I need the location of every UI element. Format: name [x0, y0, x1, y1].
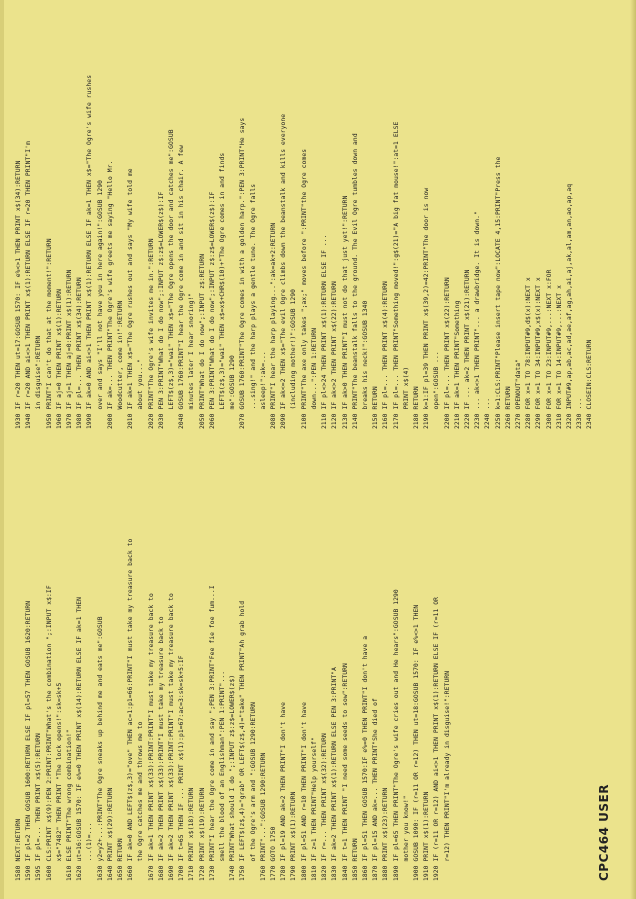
listing-line: 2000 IF ak=... THEN PRINT"The Ogre's wife greets me saying "Hello Mr.: [106, 160, 114, 429]
magazine-title: CPC464 USER: [597, 784, 611, 881]
listing-line: 1960 IF aj=0 THEN PRINT x$(1):RETURN: [55, 288, 63, 429]
listing-line: 2220 IF ... ak=2 THEN PRINT x$(21):RETURN: [463, 269, 471, 429]
listing-line: 2100 PRINT"The axe only takes ";ax;" moves before ":PRINT"the Ogre comes: [300, 148, 308, 429]
listing-line: 2290 FOR x=1 TO 34:INPUT#9,x$(x):NEXT x: [535, 277, 543, 429]
listing-line: 1980 IF pl=... THEN PRINT x$(34):RETURN: [76, 277, 84, 429]
listing-line: 1790 PRINT x$(1):RETURN: [290, 791, 298, 881]
listing-line: 2200 IF pl=... THEN PRINT x$(22):RETURN: [443, 277, 451, 429]
listing-line: 1990 IF ak=0 AND ai<>1 THEN PRINT x$(1):RETURN ELSE IF ak=1 THEN x$="The Ogre's wife rushes: [86, 74, 94, 429]
listing-line: 2070 GOSUB 1760:PRINT"The Ogre comes in with a golden harp.":PEN 3:PRINT"He says: [239, 117, 247, 429]
listing-line: open":GOSUB ...: [433, 351, 441, 429]
listing-line: minutes later I hear snoring!": [188, 292, 196, 429]
listing-line: 1820 IF r=... THEN PRINT x$(32):RETURN: [321, 733, 329, 881]
listing-line: 2110 IF pl<>24 THEN PRINT x$(1):RETURN ELSE IF ...: [321, 234, 329, 429]
listing-line: 1660 IF ak=0 AND LEFT$(z$,3)="ove" THEN ac=1:p1=66:PRINT"I must take my treasure back to: [127, 538, 135, 881]
listing-line: 1630 y2=y2+...:PRINT"The Ogre sneaks up behind me and eats me":GOSUB: [96, 616, 104, 881]
listing-line: 2280 FOR x=1 TO 78:INPUT#9,d$(x):NEXT x: [525, 277, 533, 429]
listing-line: breaks his neck!":GOSUB 1340: [361, 300, 369, 429]
listing-line: 1780 IF pl=19 AND ak=2 THEN PRINT"I don't have: [280, 702, 288, 881]
listing-line: 1750 IF LEFT$(z$,4)="grab" OR LEFT$(z$,4)="take" THEN PRINT"Ah grab hold: [239, 600, 247, 881]
listing-line: 1710 PRINT x$(18):RETURN: [188, 787, 196, 881]
listing-line: 1890 IF pl=65 THEN PRINT"The Ogre's wife cries out and He hears":GOSUB 1290: [392, 589, 400, 881]
listing-line: r=12) THEN PRINT"I'm already in disguise!":RETURN: [443, 670, 451, 881]
listing-line: 1860 IF pl=51 THEN GOSUB 1570:IF e%=0 THEN PRINT"I don't have a: [361, 635, 369, 881]
listing-line: 2320 INPUT#9,ap,ab,ac,ad,ae,af,ag,ah,ai,aj,ak,al,am,an,ao,ap,aq: [565, 183, 573, 429]
listing-line: 2210 IF ak=1 THEN PRINT"Something: [453, 300, 461, 429]
listing-line: (including mother!)":GOSUB 1290: [290, 288, 298, 429]
listing-line: smell the blood of an Englishman":PEN 1:PRINT"...: [219, 670, 227, 881]
listing-line: 1950 PRINT"I can't do that at the moment!":RETURN: [45, 238, 53, 429]
listing-line: 1740 PRINT"What should I do ";:INPUT z$:z$=LOWER$(z$): [229, 674, 237, 881]
listing-line: x$="7482" THEN PRINT "The lock opens!":sk=sk+5: [55, 682, 63, 881]
listing-line: 2230 ... ak<>1 THEN PRINT"... a drawbridge. It is down.": [474, 211, 482, 429]
listing-line: ...(1)=...: [86, 822, 94, 881]
listing-column-left: [14, 461, 453, 881]
listing-line: 1690 IF ak=2 THEN PRINT x$(33):PRINT:PRINT"I must take my treasure back to: [168, 593, 176, 881]
listing-line: 2160 IF pl=... THEN PRINT x$(4):RETURN: [382, 281, 390, 429]
listing-line: 2300 FOR x=1 TO 23:INPUT#9,...:NEXT x:FOR: [545, 269, 553, 429]
listing-line: the Ogre catches me and throws me to: [137, 721, 145, 881]
listing-line: 2060 PEN 3:PRINT"What do I do now";:INPUT z$:z$=LOWER$(z$):IF: [208, 191, 216, 429]
listing-line: 1650 RETURN: [117, 838, 125, 881]
listing-line: 1620 ut=16:GOSUB 1570: IF e%=0 THEN PRINT x$(14):RETURN ELSE IF ak=1 THEN: [76, 596, 84, 881]
listing-line: 2050 PRINT"What do I do now";:INPUT z$:RETURN: [198, 253, 206, 429]
listing-line: 1640 PRINT x$(29):RETURN: [106, 787, 114, 881]
listing-line: 1900 GOSUB 1090: IF (r=11 OR r=12) THEN ut=18:GOSUB 1570: IF e%<>1 THEN: [412, 604, 420, 881]
listing-line: about you...": [137, 358, 145, 429]
listing-line: 1600 CLS:PRINT x$(9):PEN 2:PRINT:PRINT"What's the combination ";:INPUT x$:IF: [45, 585, 53, 881]
listing-line: 1930 IF r=20 THEN ut=17:GOSUB 1570: IF e%<>1 THEN PRINT x$(34):RETURN: [15, 160, 22, 429]
listing-line: asleep!":ak=...: [259, 351, 267, 429]
listing-line: 1830 IF ak=2 THEN PRINT x$(1):RETURN ELSE PEN 3:PRINT"A: [331, 666, 339, 881]
listing-line: 2270 OPENOUT"data": [514, 358, 522, 429]
listing-line: 2180 RETURN: [412, 386, 420, 429]
listing-line: 2310 FOR x=1 TO 14:INPUT#9,...:NEXT x: [555, 285, 563, 429]
listing-line: LEFT$(z$,3)="wai" THEN x$="The Ogre opens the door and catches me":GOSUB: [168, 129, 176, 429]
listing-line: 2140 PRINT"The beanstalk falls to the ground. The Evil Ogre tumbles down and: [351, 133, 359, 429]
listing-column-right: [14, 9, 596, 429]
listing-line: 1770 GOTO 1750: [270, 826, 278, 881]
listing-line: 2040 GOSUB 1760:PRINT"I hear the Ogre come in and sit in his chair. A few: [178, 144, 186, 429]
listing-line: 1940 IF r=20 AND ai<>1 THEN PRINT x$(1):RETURN ELSE IF r=20 THEN PRINT"I'm: [25, 141, 33, 429]
listing-line: 1970 IF aj=1 THEN aj=0:PRINT x$(1):RETURN: [66, 269, 74, 429]
listing-line: of the Ogre's arm and ":GOSUB 1290:RETURN: [249, 702, 257, 881]
listing-line: PRINT x$(4): [402, 366, 410, 429]
listing-line: 1670 IF ak=1 THEN PRINT x$(33):PRINT:PRINT"I must take my treasure back to: [147, 593, 155, 881]
listing-line: 2250 k=1:CLS:PRINT"Please insert tape now":LOCATE 4,15:PRINT"Press the: [494, 156, 502, 429]
listing-line: 1880 PRINT x$(23):RETURN: [382, 787, 390, 881]
listing-line: Woodcutter, come in!":RETURN: [117, 300, 125, 429]
listing-line: 1610 ELSE PRINT"The wrong combination!": [66, 729, 74, 881]
listing-line: 1720 PRINT x$(19):RETURN: [198, 787, 206, 881]
listing-line: 1800 IF pl=51 AND r=10 THEN PRINT"I don't have: [300, 702, 308, 881]
listing-line: 1580 NEXT:RETURN: [15, 818, 22, 881]
listing-line: 2150 RETURN: [372, 386, 380, 429]
listing-line: 2170 IF pl=... THEN PRINT"Something moved!":g$(21)="A big fat mouse!":at=1 ELSE: [392, 121, 400, 429]
listing-line: 2130 IF ak>0 THEN PRINT"I must not do that just yet!":RETURN: [341, 195, 349, 429]
listing-line: 1840 IF t=1 THEN PRINT "I need some seeds to sow":RETURN: [341, 663, 349, 881]
listing-line: 2090 IF ak<=2 THEN x$="The evil Ogre climbs down the beanstalk and kills everyone: [280, 113, 288, 429]
listing-line: 2030 PEN 3:PRINT"What do I do now";:INPUT z$:z$=LOWER$(z$):IF: [157, 191, 165, 429]
listing-line: 2120 IF ak<>2 THEN PRINT x$(22):RETURN: [331, 281, 339, 429]
listing-line: 1810 IF z=1 THEN PRINT"Help yourself": [310, 737, 318, 881]
listing-line: 1680 IF ak=2 THEN PRINT x$(33):PRINT"I must take my treasure back to: [157, 616, 165, 881]
listing-line: 2010 IF ak=1 THEN x$="The Ogre rushes out and says "My wife told me: [127, 168, 135, 429]
listing-line: me":GOSUB 1290: [229, 355, 237, 429]
listing-line: 1590 IF pl=2 THEN GOSUB 1600:RETURN ELSE IF pl=57 THEN GOSUB 1620:RETURN: [25, 600, 33, 881]
listing-line: ...sing!" and the harp plays a gentle tune. The Ogre falls: [249, 183, 257, 429]
page-edge-shadow: [630, 0, 636, 899]
listing-line: 1595 IF pl=... THEN PRINT x$(5):RETURN: [35, 733, 43, 881]
listing-line: 2340 CLOSEIN:CLS:RETURN: [586, 339, 594, 429]
listing-line: 1920 IF (r=11 OR r=12) AND ai<>1 THEN PRINT x$(1):RETURN ELSE IF (r=11 OR: [433, 596, 441, 881]
listing-line: mother you know!": [402, 795, 410, 881]
listing-line: 1730 PRINT"I hear the Ogre come in and say ";PEN 3:PRINT"Fee fie foe fum...I: [208, 585, 216, 881]
listing-line: 1910 PRINT x$(1):RETURN: [423, 791, 431, 881]
listing-line: 2190 k=1:IF pl=39 THEN PRINT x$(39,2)=42:PRINT"The door is now: [423, 187, 431, 429]
listing-line: 1700 IF t=65 THEN IF ... PRINT x$(1):p1=67:ac=3:sk=sk+5:IF: [178, 655, 186, 881]
listing-line: over and says "I'll not have you in here again!":GOSUB 1290: [96, 179, 104, 429]
listing-line: 2260 RETURN: [504, 386, 512, 429]
listing-line: down...":PEN 1:RETURN: [310, 327, 318, 429]
listing-line: 2020 PRINT"The Ogre's wife invites me in.":RETURN: [147, 238, 155, 429]
page-header: [593, 21, 615, 881]
listing-line: 2240 ...: [484, 397, 492, 429]
listing-line: 1760 PRINT"...":GOSUB 1290:RETURN: [259, 752, 267, 881]
listing-line: LEFT$(z$,3)="wai" THEN x$=x$+CHR$(10)+"The Ogre comes in and finds: [219, 152, 227, 429]
listing-line: 1850 RETURN: [351, 838, 359, 881]
listing-line: 2080 PRINT"I hear the harp playing...":ak=ak+2:RETURN: [270, 222, 278, 429]
listing-line: 2330 ...: [576, 397, 584, 429]
listing-line: in disguise":RETURN: [35, 335, 43, 429]
listing-line: 1870 IF pl=15 AND ak=... THEN PRINT"She died of: [372, 698, 380, 881]
